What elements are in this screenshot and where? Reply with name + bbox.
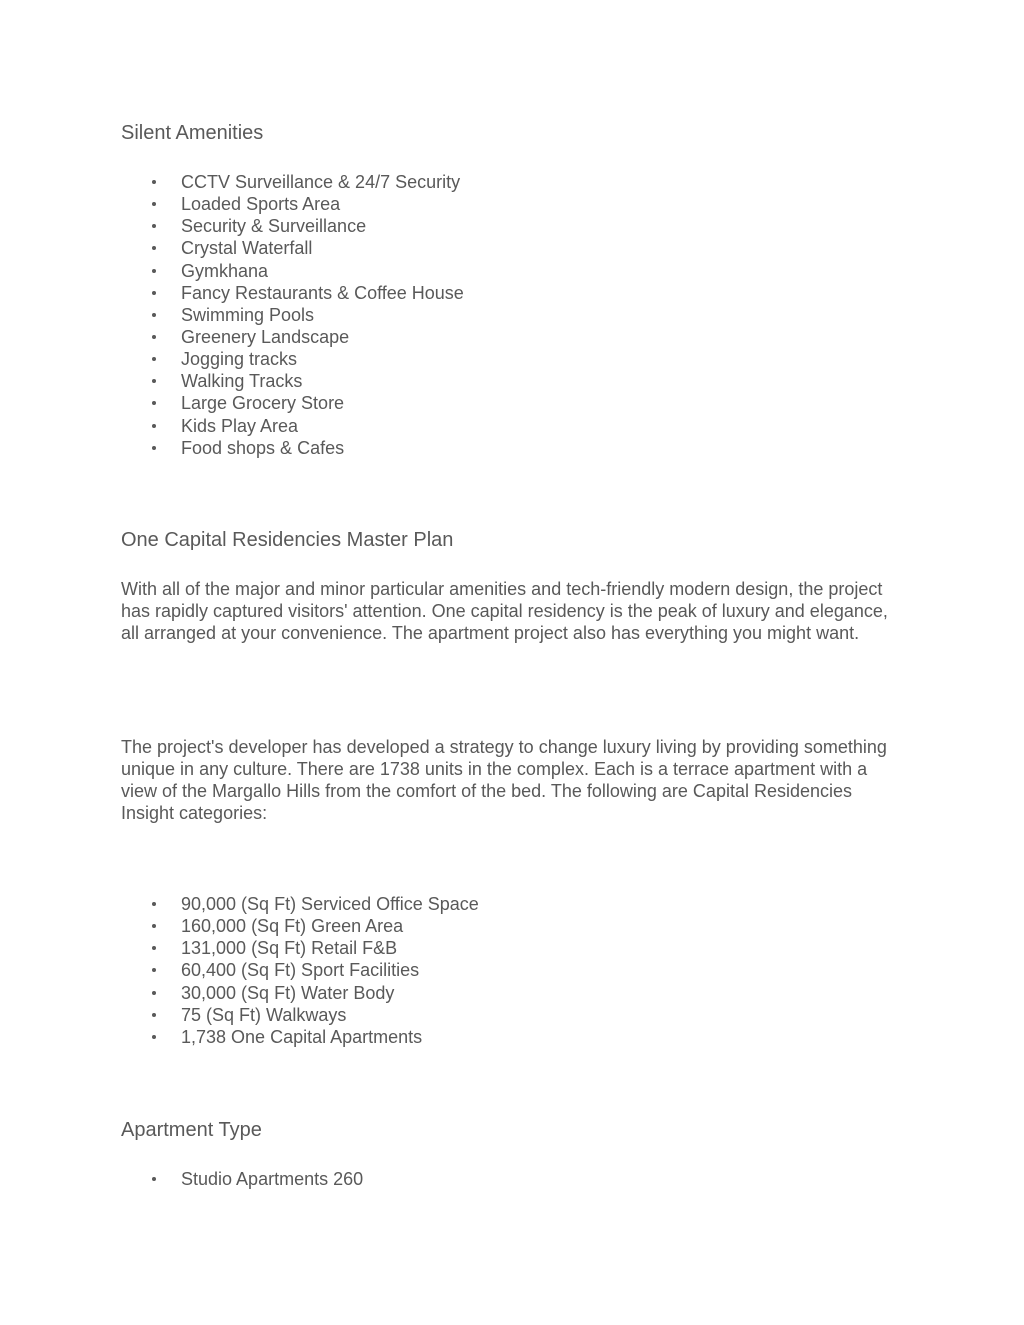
apartment-type-list bbox=[121, 1168, 901, 1190]
list-item: 75 (Sq Ft) Walkways bbox=[121, 1004, 901, 1026]
list-item: CCTV Surveillance & 24/7 Security bbox=[121, 171, 901, 193]
list-item: 131,000 (Sq Ft) Retail F&B bbox=[121, 937, 901, 959]
list-item: 160,000 (Sq Ft) Green Area bbox=[121, 915, 901, 937]
list-item: Jogging tracks bbox=[121, 348, 901, 370]
list-item: Food shops & Cafes bbox=[121, 437, 901, 459]
list-item: 90,000 (Sq Ft) Serviced Office Space bbox=[121, 893, 901, 915]
amenities-list bbox=[121, 171, 901, 459]
list-item: Security & Surveillance bbox=[121, 215, 901, 237]
list-item: Greenery Landscape bbox=[121, 326, 901, 348]
list-item: 1,738 One Capital Apartments bbox=[121, 1026, 901, 1048]
master-plan-paragraph-2: The project's developer has developed a strategy to change luxury living by providing something unique in any culture. There are 1738 units in the complex. Each is a terrace apartment with a view of the Margallo Hills from the comfort of the bed. The following are Capital Residencies Insight categories: bbox=[121, 737, 887, 824]
apartment-type-heading: Apartment Type bbox=[121, 1119, 262, 1141]
list-item: Large Grocery Store bbox=[121, 392, 901, 414]
master-plan-paragraph-1: With all of the major and minor particular amenities and tech-friendly modern design, the project has rapidly captured visitors' attention. One capital residency is the peak of luxury and elegance, all arranged at your convenience. The apartment project also has everything you might want. bbox=[121, 579, 888, 644]
list-item: Crystal Waterfall bbox=[121, 237, 901, 259]
list-item: Studio Apartments 260 bbox=[121, 1168, 901, 1190]
list-item: 60,400 (Sq Ft) Sport Facilities bbox=[121, 959, 901, 981]
list-item: Fancy Restaurants & Coffee House bbox=[121, 282, 901, 304]
insight-categories-list bbox=[121, 893, 901, 1048]
list-item: Swimming Pools bbox=[121, 304, 901, 326]
list-item: 30,000 (Sq Ft) Water Body bbox=[121, 982, 901, 1004]
list-item: Kids Play Area bbox=[121, 415, 901, 437]
list-item: Walking Tracks bbox=[121, 370, 901, 392]
master-plan-heading: One Capital Residencies Master Plan bbox=[121, 529, 454, 551]
amenities-heading: Silent Amenities bbox=[121, 122, 264, 144]
list-item: Gymkhana bbox=[121, 260, 901, 282]
list-item: Loaded Sports Area bbox=[121, 193, 901, 215]
